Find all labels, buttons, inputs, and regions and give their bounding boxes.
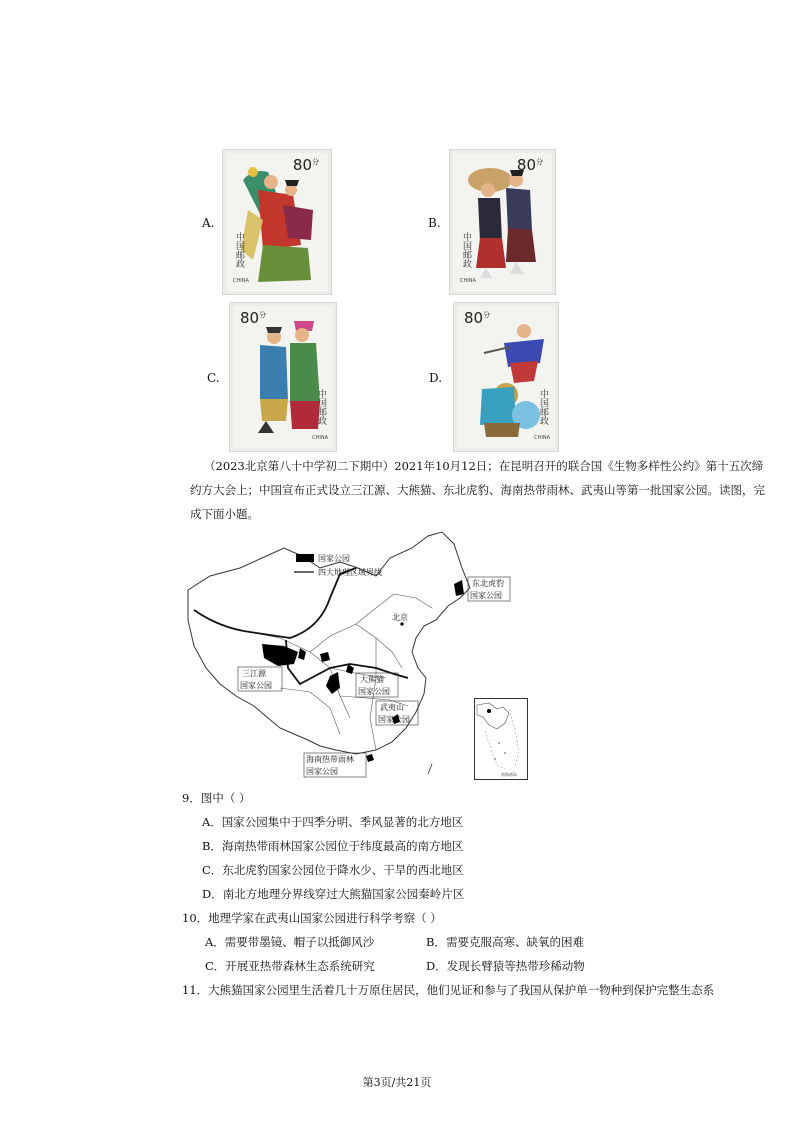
stamp-a-value: $80^分$: [292, 156, 319, 174]
stamp-d-china: CHINA: [534, 435, 550, 441]
question-10-option-c: C．开展亚热带森林生态系统研究: [205, 959, 375, 973]
stamp-a-china: CHINA: [233, 278, 249, 284]
stamp-b-value: $80^分$: [516, 156, 543, 174]
stamp-image-c: [229, 302, 337, 452]
label-hainan-2: 国家公园: [306, 767, 338, 776]
question-9-option-a: A．国家公园集中于四季分明、季风显著的北方地区: [202, 815, 464, 829]
question-10-option-d: D．发现长臂猿等热带珍稀动物: [426, 959, 585, 973]
question-10-stem: 10．地理学家在武夷山国家公园进行科学考察（ ）: [182, 911, 442, 925]
option-label-b: B.: [428, 216, 441, 230]
label-wuyi-1: 武夷山: [380, 703, 404, 712]
stamp-b-china: CHINA: [460, 278, 476, 284]
stamp-image-a: [222, 149, 332, 295]
option-label-a: A.: [202, 216, 215, 230]
label-hainan-1: 海南热带雨林: [306, 755, 354, 764]
stamp-b-country: 中国邮政: [461, 232, 471, 268]
option-label-d: D.: [429, 371, 443, 385]
stamp-d-value: $80^分$: [464, 309, 491, 327]
question-9-option-b: B．海南热带雨林国家公园位于纬度最高的南方地区: [202, 839, 464, 853]
option-label-c: C.: [207, 371, 220, 385]
label-sanjiang-2: 国家公园: [240, 681, 272, 690]
label-wuyi-2: 国家公园: [378, 715, 410, 724]
page-footer: 第3页/共21页: [362, 1076, 432, 1089]
legend-park-label: 国家公园: [318, 554, 350, 563]
stamp-image-d: [453, 302, 559, 452]
question-9-stem: 9．图中（ ）: [182, 791, 251, 805]
stamp-c-country: 中国邮政: [316, 389, 326, 425]
south-china-sea-inset: [474, 698, 528, 780]
label-dongbei-2: 国家公园: [470, 591, 502, 600]
inset-label: 南海诸岛: [501, 772, 517, 777]
question-11-stem: 11．大熊猫国家公园里生活着几十万原住居民，他们见证和参与了我国从保护单一物种到保护完整生态系: [182, 983, 715, 997]
stamp-c-china: CHINA: [312, 435, 328, 441]
passage-text: （2023北京第八十中学初二下期中）2021年10月12日；在昆明召开的联合国《生物多样性公约》第十五次缔约方大会上；中国宣布正式设立三江源、大熊猫、东北虎豹、海南热带雨林、武夷山等第一批国家公园。读图，完成下面小题。: [190, 459, 765, 521]
label-beijing: 北京: [392, 613, 408, 622]
question-10-option-a: A．需要带墨镜、帽子以抵御风沙: [205, 935, 375, 949]
label-daxiongmao-2: 国家公园: [358, 687, 390, 696]
legend-boundary-label: 四大地理区域界线: [318, 568, 382, 577]
stamp-image-b: [449, 149, 556, 295]
stamp-c-value: $80^分$: [240, 309, 267, 327]
question-10-option-b: B．需要克服高寒、缺氧的困难: [426, 935, 584, 949]
stamp-a-country: 中国邮政: [234, 232, 244, 268]
stamp-d-country: 中国邮政: [538, 389, 548, 425]
label-sanjiang-1: 三江源: [242, 669, 266, 678]
question-9-option-c: C．东北虎豹国家公园位于降水少、干旱的西北地区: [202, 863, 464, 877]
label-daxiongmao-1: 大熊猫: [360, 675, 384, 684]
label-dongbei-1: 东北虎豹: [472, 579, 504, 588]
question-9-option-d: D．南北方地理分界线穿过大熊猫国家公园秦岭片区: [202, 887, 465, 901]
